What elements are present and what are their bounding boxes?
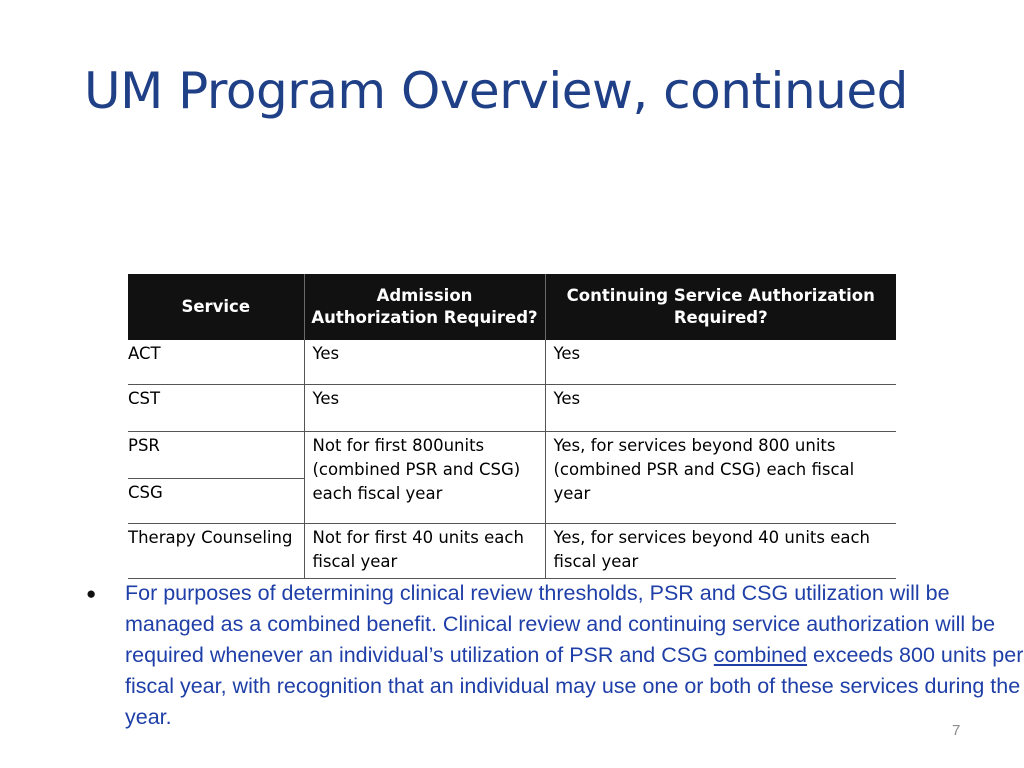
table-row [128,385,896,432]
header-admission-authorization: Admission Authorization Required? [304,274,545,340]
cell-admission-merged: Not for first 800units (combined PSR and CSG) each fiscal year [304,432,545,524]
cell-admission: Not for first 40 units each fiscal year [304,524,545,579]
cell-service: ACT [128,344,161,363]
note-text-part: For purposes of determining clinical review thresholds, PSR and CSG utilization will be managed as a combined benefit. Clinical review and continuing service authorization will be required whenever an individual’s utilization of PSR and CSG [125,581,996,667]
cell-service: CST [128,385,304,432]
table-row [128,340,896,385]
cell-service: PSR [128,432,304,479]
note-text-part: exceeds 800 units per fiscal year, with recognition that an individual may use one or both of these services during the year. [125,643,1024,729]
cell-service: Therapy Counseling [128,524,304,579]
authorization-table-container [128,274,896,579]
cell-continuing: Yes [545,385,896,432]
note-underlined-word: combined [713,643,808,667]
cell-continuing: Yes [545,340,896,385]
note-bullet-item [86,578,1024,733]
cell-service: CSG [128,479,304,524]
cell-continuing-merged: Yes, for services beyond 800 units (combined PSR and CSG) each fiscal year [545,432,896,524]
note-text [125,578,1024,733]
header-service: Service [128,274,304,340]
cell-admission: Yes [304,385,545,432]
page-number: 7 [952,722,961,739]
slide-title: UM Program Overview, continued [84,62,908,120]
header-continuing-authorization: Continuing Service Authorization Required? [545,274,896,340]
cell-continuing: Yes, for services beyond 40 units each fiscal year [545,524,896,579]
authorization-table [128,274,896,579]
table-row [128,524,896,579]
bullet-dot-icon: ● [86,584,97,603]
cell-admission: Yes [304,340,545,385]
table-row [128,432,896,479]
table-header-row [128,274,896,340]
